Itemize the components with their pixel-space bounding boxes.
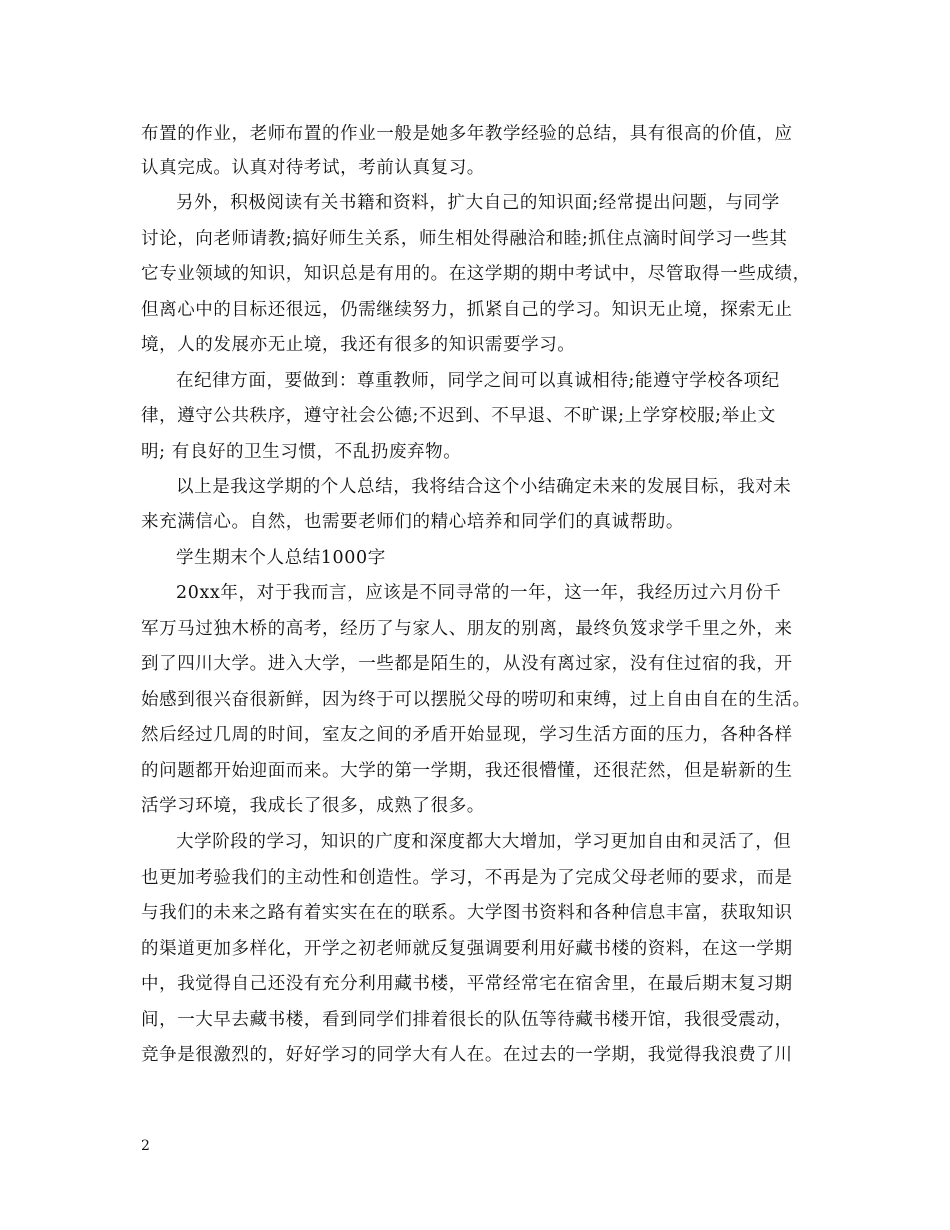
text-line: 布置的作业，老师布置的作业一般是她多年教学经验的总结，具有很高的价值，应 [141, 124, 793, 144]
text-line: 明; 有良好的卫生习惯，不乱扔废弃物。 [141, 442, 462, 462]
paragraph-start-line: 在纪律方面，要做到：尊重教师，同学之间可以真诚相待;能遵守学校各项纪 [176, 371, 780, 391]
text-line: 始感到很兴奋很新鲜，因为终于可以摆脱父母的唠叨和束缚，过上自由自在的生活。 [141, 690, 811, 710]
paragraph-start-line: 20xx年，对于我而言，应该是不同寻常的一年，这一年，我经历过六月份千 [176, 583, 782, 603]
paragraph-start-line: 另外，积极阅读有关书籍和资料，扩大自己的知识面;经常提出问题，与同学 [176, 193, 780, 213]
text-line: 然后经过几周的时间，室友之间的矛盾开始显现，学习生活方面的压力，各种各样 [141, 725, 793, 745]
text-line: 来充满信心。自然，也需要老师们的精心培养和同学们的真诚帮助。 [141, 512, 684, 532]
text-line: 认真完成。认真对待考试，考前认真复习。 [141, 158, 485, 178]
text-line: 境，人的发展亦无止境，我还有很多的知识需要学习。 [141, 335, 576, 355]
paragraph-start-line: 大学阶段的学习，知识的广度和深度都大大增加，学习更加自由和灵活了，但 [176, 832, 792, 852]
text-line: 也更加考验我们的主动性和创造性。学习，不再是为了完成父母老师的要求，而是 [141, 868, 793, 888]
text-line: 到了四川大学。进入大学，一些都是陌生的，从没有离过家，没有住过宿的我，开 [141, 654, 793, 674]
text-line: 竞争是很激烈的，好好学习的同学大有人在。在过去的一学期，我觉得我浪费了川 [141, 1045, 793, 1065]
text-line: 的渠道更加多样化，开学之初老师就反复强调要利用好藏书楼的资料，在这一学期 [141, 939, 793, 959]
text-line: 讨论，向老师请教;搞好师生关系，师生相处得融洽和睦;抓住点滴时间学习一些其 [141, 229, 788, 249]
text-line: 中，我觉得自己还没有充分利用藏书楼，平常经常宅在宿舍里，在最后期末复习期 [141, 974, 793, 994]
text-line: 军万马过独木桥的高考，经历了与家人、朋友的别离，最终负笈求学千里之外，来 [141, 619, 793, 639]
text-line: 与我们的未来之路有着实实在在的联系。大学图书资料和各种信息丰富，获取知识 [141, 903, 793, 923]
text-line: 律，遵守公共秩序，遵守社会公德;不迟到、不早退、不旷课;上学穿校服;举止文 [141, 406, 776, 426]
text-line: 活学习环境，我成长了很多，成熟了很多。 [141, 796, 485, 816]
page-number: 2 [141, 1138, 150, 1154]
text-line: 但离心中的目标还很远，仍需继续努力，抓紧自己的学习。知识无止境，探索无止 [141, 300, 793, 320]
paragraph-start-line: 以上是我这学期的个人总结，我将结合这个小结确定未来的发展目标，我对未 [176, 477, 792, 497]
section-title: 学生期末个人总结1000字 [176, 548, 386, 568]
text-line: 间，一大早去藏书楼，看到同学们排着很长的队伍等待藏书楼开馆，我很受震动， [141, 1010, 793, 1030]
text-line: 的问题都开始迎面而来。大学的第一学期，我还很懵懂，还很茫然，但是崭新的生 [141, 761, 793, 781]
text-line: 它专业领域的知识，知识总是有用的。在这学期的期中考试中，尽管取得一些成绩， [141, 264, 811, 284]
